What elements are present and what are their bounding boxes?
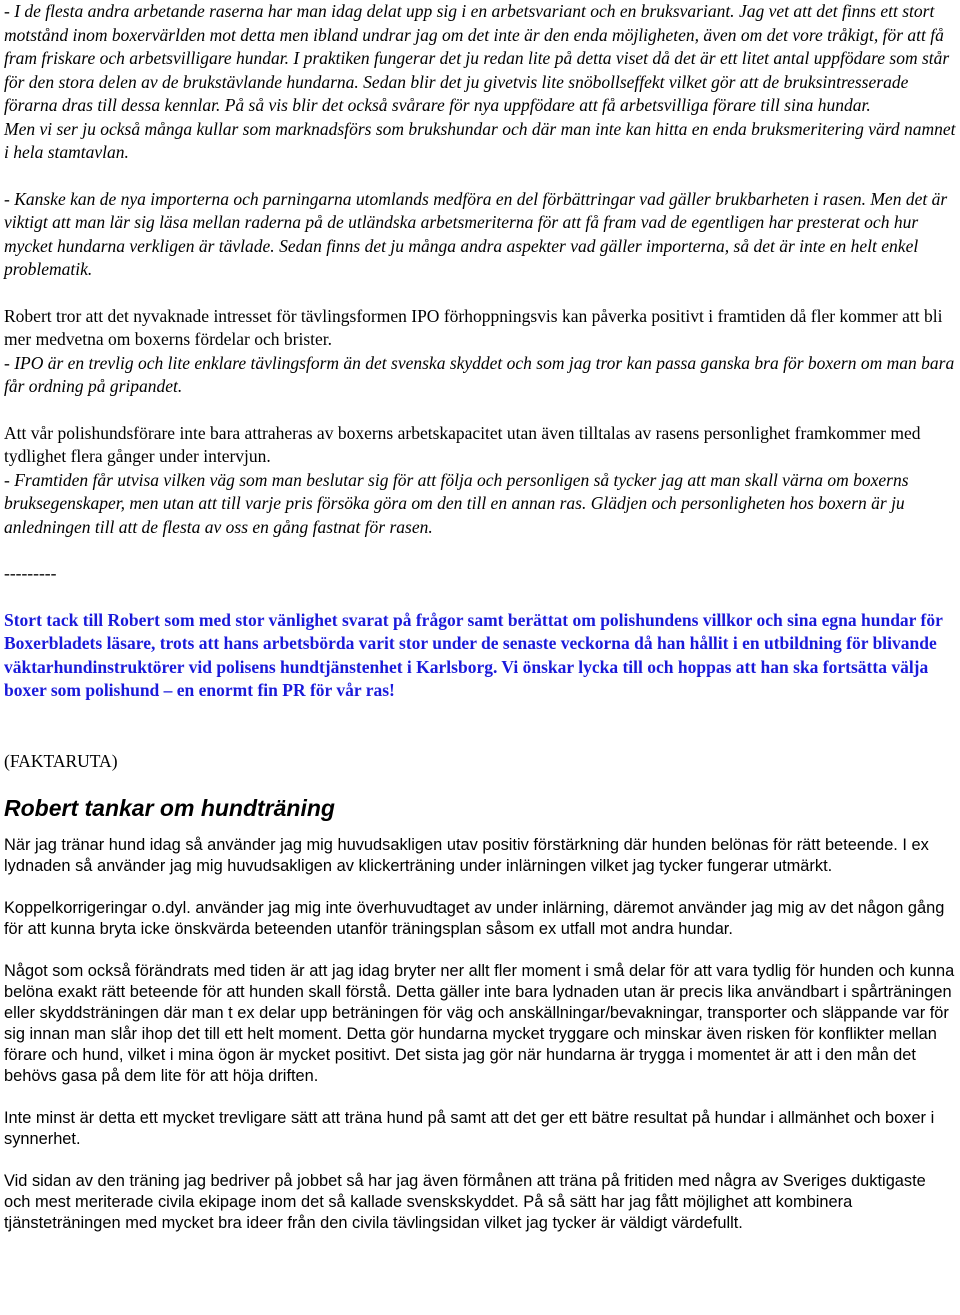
intro-lead-2: Jag vet att det finns ett stort motstånd inom boxervärlden mot detta men ibland undrar jag om det inte är den enda möjligheten, även om det vore tråkigt, för att få fram friskare och arbetsvilligare hundar. I praktiken fungerar det ju redan lite på detta viset då det är ett litet antal uppfödare som står för den stora delen av de brukstävlande hundarna. Sedan blir det ju givetvis lite snöbollseffekt vilket gör att de bruksintresserade förarna dras till dessa kennlar. På så vis blir det också svårare för nya uppfödare att få arbetsvilliga förare till sina hundar. (4, 1, 950, 115)
future-paragraph: Att vår polishundsförare inte bara attraheras av boxerns arbetskapacitet utan även tilltalas av rasens personlighet framkommer med tydlighet flera gånger under intervjun. (4, 422, 921, 466)
factbox-title: Robert tankar om hundträning (4, 795, 335, 821)
import-lead-3: Sedan finns det ju många andra aspekter vad gäller importerna, så det är inte en helt enkel problematik. (4, 235, 919, 279)
import-lead-1: - Kanske kan de nya importerna och parningarna utomlands medföra en del förbättringar vad gäller brukbarheten i rasen. (4, 188, 866, 209)
factbox-paragraph-5: Vid sidan av den träning jag bedriver på jobbet så har jag även förmånen att träna på fritiden med några av Sveriges duktigaste och mest meriterade civila ekipage inom det så kallade svenskskyddet. På så sätt har jag fått möjlighet att kombinera tjänsteträningen med mycket bra ideer från den civila tävlingsidan vilket jag tycker är väldigt värdefullt. (4, 1172, 926, 1232)
section-divider: --------- (4, 563, 57, 583)
import-lead-2: Men det är viktigt att man lär sig läsa mellan raderna på de utländska arbetsmeriterna för att få fram vad de egentligen har presterat och hur mycket hundarna verkligen är tävlade. (4, 188, 948, 256)
intro-paragraph (4, 0, 956, 118)
factbox-paragraph-1: När jag tränar hund idag så använder jag mig huvudsakligen utav positiv förstärkning där hunden belönas för rätt beteende. I ex lydnaden så använder jag mig huvudsakligen av klickerträning under inlärningen vilket jag tycker fungerar utmärkt. (4, 836, 929, 875)
factbox-label: (FAKTARUTA) (4, 750, 118, 771)
factbox-paragraph-2: Koppelkorrigeringar o.dyl. använder jag mig inte överhuvudtaget av under inlärning, däremot använder jag mig av det någon gång för att kunna bryta icke önskvärda beteenden utanför träningsplan såsom ex utfall mot andra hundar. (4, 899, 945, 938)
import-paragraph (4, 188, 956, 282)
ipo-paragraph: Robert tror att det nyvaknade intresset för tävlingsformen IPO förhoppningsvis kan påverka positivt i framtiden då fler kommer att bli mer medvetna om boxerns fördelar och brister. (4, 305, 943, 349)
intro-lead-1: - I de flesta andra arbetande raserna har man idag delat upp sig i en arbetsvariant och en bruksvariant. (4, 1, 735, 21)
thanks-paragraph: Stort tack till Robert som med stor vänlighet svarat på frågor samt berättat om polishundens villkor och sina egna hundar för Boxerbladets läsare, trots att hans arbetsbörda varit stor under de senaste veckorna då han hållit i en utbildning för blivande väktarhundinstruktörer vid polisens hundtjänstenhet i Karlsborg. Vi önskar lycka till och hoppas att han ska fortsätta välja boxer som polishund – en enormt fin PR för vår ras! (4, 609, 943, 700)
factbox-paragraph-4: Inte minst är detta ett mycket trevligare sätt att träna hund på samt att det ger ett bätre resultat på hundar i allmänhet och boxer i synnerhet. (4, 1109, 935, 1148)
future-quote: - Framtiden får utvisa vilken väg som man beslutar sig för att följa och personligen så tycker jag att man skall värna om boxerns bruksegenskaper, men utan att till varje pris försöka göra om den till en annan ras. Glädjen och personligheten hos boxern är ju anledningen till att de flesta av oss en gång fastnat för rasen. (4, 469, 909, 537)
factbox-paragraph-3: Något som också förändrats med tiden är att jag idag bryter ner allt fler moment i små delar för att vara tydlig för hunden och kunna belöna exakt rätt beteende för att hunden skall förstå. Detta gäller inte bara lydnaden utan är precis lika användbart i spårträningen eller skyddsträningen där man t ex delar upp beträningen för väg och anskällningar/bevakningar, transporter och släppande var för sig innan man slår ihop det till ett helt moment. Detta gör hundarna mycket tryggare och minskar även risken för konflikter mellan förare och hund, vilket i mina ögon är mycket positivt. Det sista jag gör när hundarna är trygga i momentet är att i den mån det behövs gasa på dem lite för att höja driften. (4, 962, 955, 1085)
ipo-quote: - IPO är en trevlig och lite enklare tävlingsform än det svenska skyddet och som jag tror kan passa ganska bra för boxern om man bara får ordning på gripandet. (4, 352, 955, 396)
intro-paragraph-2: Men vi ser ju också många kullar som marknadsförs som brukshundar och där man inte kan hitta en enda bruksmeritering värd namnet i hela stamtavlan. (4, 118, 956, 162)
